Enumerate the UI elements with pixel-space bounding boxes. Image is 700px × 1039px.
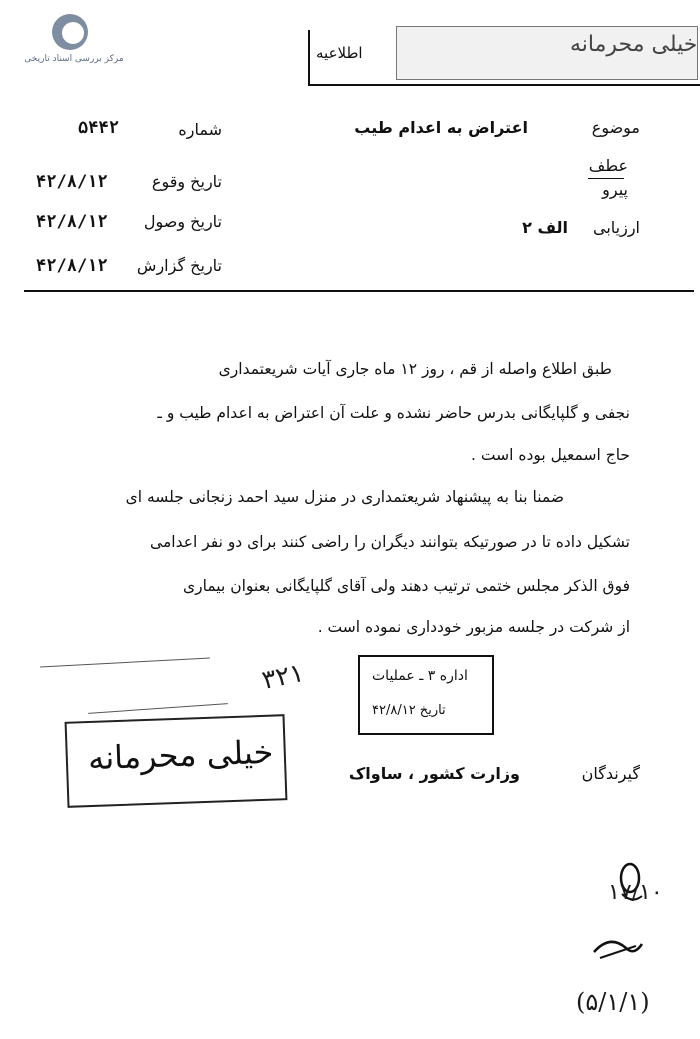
number-label: شماره <box>178 120 222 139</box>
logo <box>14 14 134 74</box>
report-date-label: تاریخ گزارش <box>136 256 222 275</box>
body-line-4: ضمنا بنا به پیشنهاد شریعتمداری در منزل سید احمد زنجانی جلسه ای <box>125 488 564 506</box>
classification-stamp-text: خیلی محرمانه <box>87 732 274 778</box>
handwritten-ratio: ۱۷/۱۰ <box>608 880 663 905</box>
receipt-date-value: ۴۲/۸/۱۲ <box>36 212 108 232</box>
body-line-3: حاج اسمعیل بوده است . <box>471 446 630 464</box>
handwritten-archive-code: (۵/۱/۱) <box>576 988 650 1016</box>
body-line-6: فوق الذکر مجلس ختمی ترتیب دهند ولی آقای گلپایگانی بعنوان بیماری <box>182 577 630 595</box>
logo-emblem-icon <box>52 14 88 50</box>
handwritten-note-line-2 <box>88 703 228 714</box>
occurrence-date-value: ۴۲/۸/۱۲ <box>36 172 108 192</box>
recipients-label: گیرندگان <box>581 764 640 783</box>
body-line-2: نجفی و گلپایگانی بدرس حاضر نشده و علت آن اعتراض به اعدام طیب و ـ <box>157 404 630 422</box>
receipt-date-label: تاریخ وصول <box>143 212 222 231</box>
handwritten-note-line-1 <box>40 658 210 668</box>
handwritten-scribble-icon <box>590 930 646 970</box>
report-date-value: ۴۲/۸/۱۲ <box>36 256 108 276</box>
body-line-7: از شرکت در جلسه مزبور خودداری نموده است . <box>317 618 630 636</box>
header-divider <box>24 290 694 292</box>
evaluation-label: ارزیابی <box>592 218 640 237</box>
occurrence-date-label: تاریخ وقوع <box>151 172 222 191</box>
operations-stamp <box>358 655 494 735</box>
operations-stamp-date: تاریخ ۴۲/۸/۱۲ <box>372 703 446 718</box>
recipients-list: وزارت کشور ، ساواک <box>348 764 520 783</box>
logo-caption: مرکز بررسی اسناد تاریخی <box>24 54 124 64</box>
top-stamp-text: خیلی محرمانه <box>570 32 698 57</box>
document-type: اطلاعیه <box>316 44 363 62</box>
number-value: ۵۴۴۲ <box>78 118 119 138</box>
atf-label: عطف <box>588 156 628 175</box>
atf-rule <box>588 178 624 179</box>
subject-label: موضوع <box>591 118 640 137</box>
peyro-label: پیرو <box>602 180 628 199</box>
body-line-1: طبق اطلاع واصله از قم ، روز ۱۲ ماه جاری آیات شریعتمداری <box>218 360 612 378</box>
evaluation-value: الف ۲ <box>522 218 568 237</box>
operations-stamp-dept: اداره ۳ ـ عملیات <box>372 668 468 684</box>
handwritten-number: ۳۲۱ <box>259 657 307 697</box>
subject-value: اعتراض به اعدام طیب <box>354 118 528 137</box>
body-line-5: تشکیل داده تا در صورتیکه بتوانند دیگران را راضی کنند برای دو نفر اعدامی <box>150 533 630 551</box>
